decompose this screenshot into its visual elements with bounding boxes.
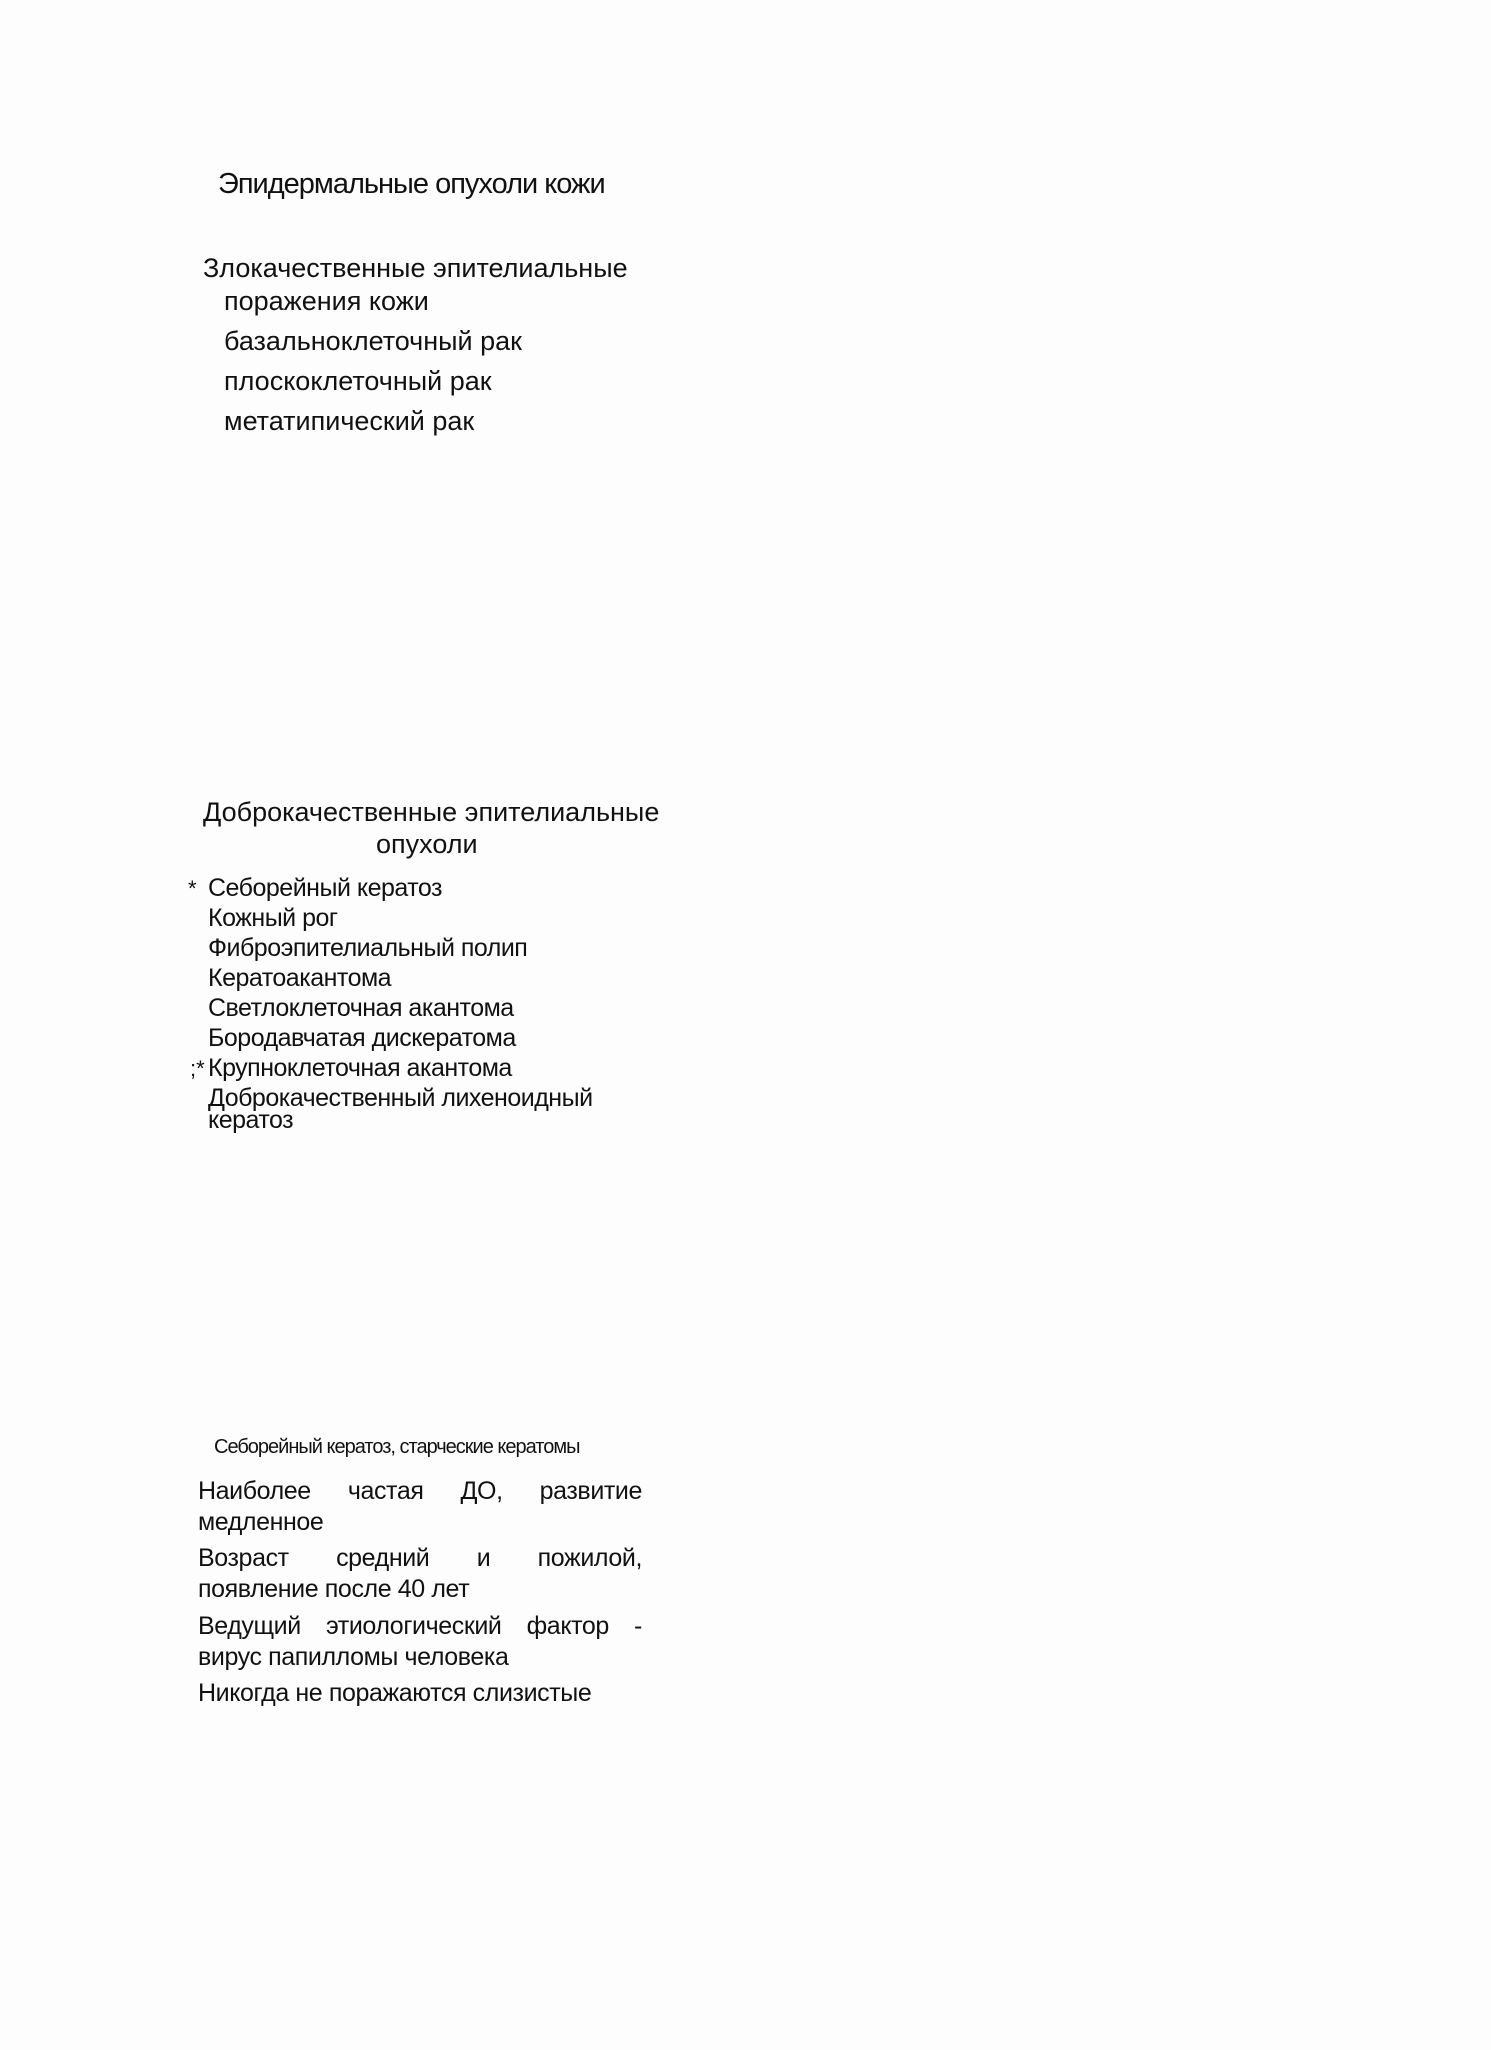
list-marker: ;* (190, 1056, 205, 1081)
section1-list-item: метатипический рак (224, 406, 475, 436)
section2-list-item-continuation: кератоз (208, 1106, 294, 1134)
section1-title: Эпидермальные опухоли кожи (218, 168, 605, 200)
section3-title: Себорейный кератоз, старческие кератомы (214, 1436, 580, 1458)
section2-heading: Доброкачественные эпителиальные (203, 797, 660, 827)
section3-paragraph: Наиболее частая ДО, развитие медленное (198, 1477, 642, 1536)
section2-list-item: Кератоакантома (208, 964, 392, 992)
section2-list-item: Себорейный кератоз (208, 874, 442, 902)
section3-paragraph: Возраст средний и пожилой, появление после 40 лет (198, 1544, 642, 1603)
section2-list-item: Бородавчатая дискератома (208, 1024, 516, 1052)
section1-list-item: плоскоклеточный рак (224, 366, 492, 396)
section1-list-item: базальноклеточный рак (224, 326, 522, 356)
list-marker: * (188, 876, 197, 901)
section2-list-item: Крупноклеточная акантома (208, 1054, 512, 1082)
section2-list-item: Фиброэпителиальный полип (208, 934, 528, 962)
section3-paragraph: Никогда не поражаются слизистые (198, 1679, 592, 1707)
section1-heading-continuation: поражения кожи (224, 286, 429, 316)
section2-list-item: Светлоклеточная акантома (208, 994, 514, 1022)
section2-list-item: Доброкачественный лихеноидный (208, 1084, 593, 1112)
section2-list-item: Кожный рог (208, 904, 338, 932)
section3-paragraph: Ведущий этиологический фактор - вирус папилломы человека (198, 1612, 642, 1671)
section2-heading-continuation: опухоли (376, 829, 478, 859)
section1-heading: Злокачественные эпителиальные (203, 253, 628, 283)
